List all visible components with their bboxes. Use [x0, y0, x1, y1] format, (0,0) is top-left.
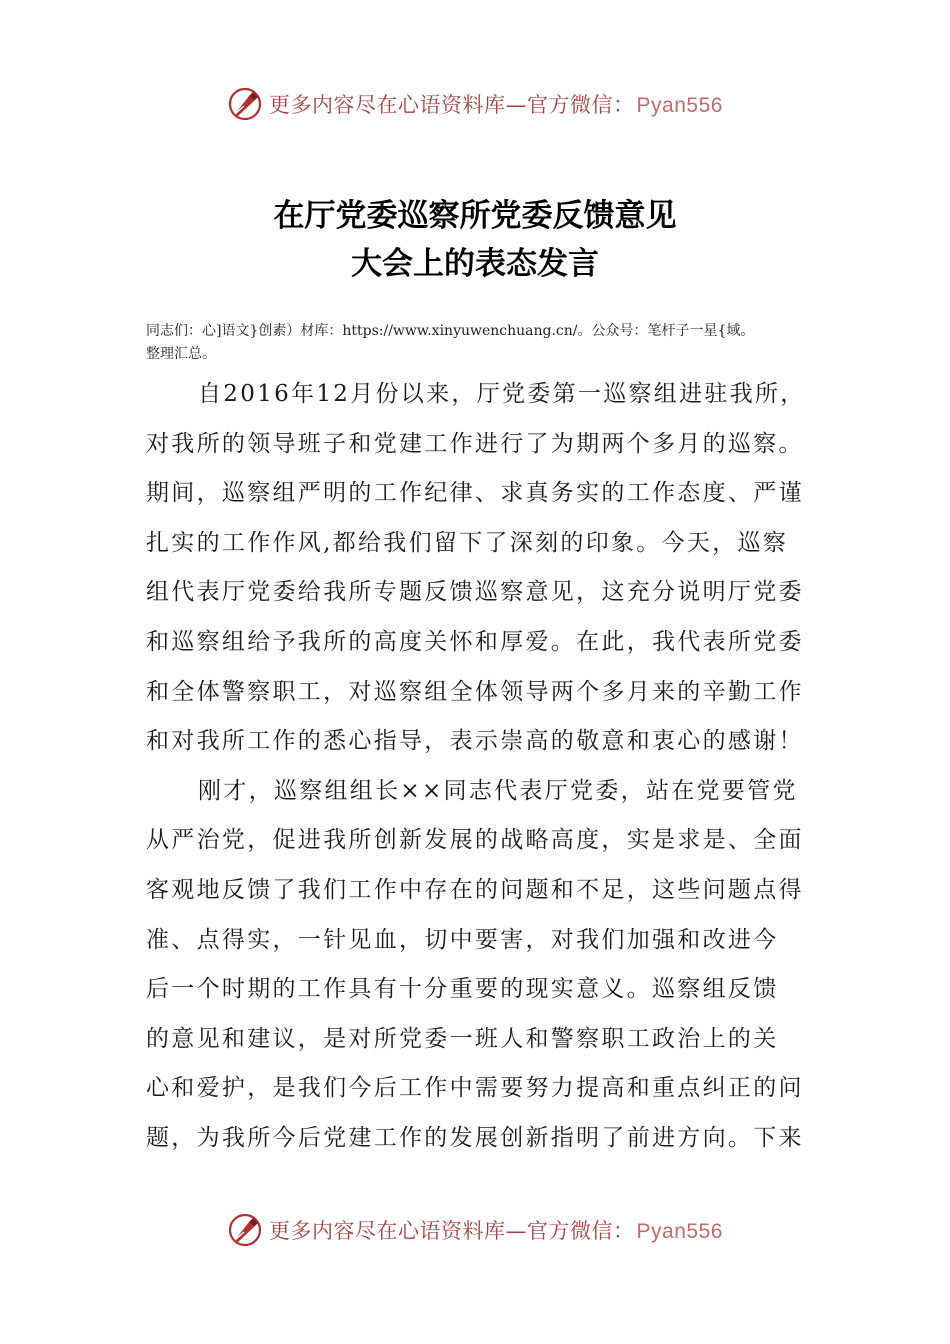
document-body [146, 370, 826, 1164]
title-line-2: 大会上的表态发言 [351, 246, 599, 282]
banner-text [269, 1215, 723, 1245]
source-note [146, 320, 826, 366]
body-line: 心和爱护，是我们今后工作中需要努力提高和重点纠正的问 [146, 1075, 804, 1102]
banner-slogan: 更多内容尽在心语资料库—官方微信： [269, 1219, 635, 1243]
body-line: 自2016年12月份以来，厅党委第一巡察组进驻我所， [198, 381, 806, 407]
body-line: 客观地反馈了我们工作中存在的问题和不足，这些问题点得 [146, 876, 804, 903]
body-line: 和巡察组给予我所的高度关怀和厚爱。在此，我代表所党委 [146, 628, 804, 655]
body-line: 题，为我所今后党建工作的发展创新指明了前进方向。下来 [146, 1124, 804, 1151]
body-line: 刚才，巡察组组长××同志代表厅党委，站在党要管党 [198, 777, 798, 804]
body-line: 从严治党，促进我所创新发展的战略高度，实是求是、全面 [146, 827, 804, 854]
body-line: 组代表厅党委给我所专题反馈巡察意见，这充分说明厅党委 [146, 579, 804, 606]
body-line: 对我所的领导班子和党建工作进行了为期两个多月的巡察。 [146, 430, 804, 457]
document-title [0, 192, 950, 288]
body-line: 和对我所工作的悉心指导，表示崇高的敬意和衷心的感谢！ [146, 728, 804, 755]
header-banner [0, 82, 950, 126]
footer-banner [0, 1208, 950, 1252]
pen-nib-logo-icon [227, 1212, 263, 1248]
body-line: 和全体警察职工，对巡察组全体领导两个多月来的辛勤工作 [146, 678, 804, 705]
wechat-handle: Pyan556 [636, 94, 723, 117]
source-note-line-1: 同志们：心]语文}创素）材库：https://www.xinyuwenchuang.cn/。公众号：笔杆子一星{域。 [146, 323, 755, 339]
wechat-handle: Pyan556 [636, 1220, 723, 1243]
title-line-1: 在厅党委巡察所党委反馈意见 [273, 198, 677, 234]
body-line: 的意见和建议，是对所党委一班人和警察职工政治上的关 [146, 1025, 779, 1052]
pen-nib-logo-icon [227, 86, 263, 122]
body-line: 扎实的工作作风,都给我们留下了深刻的印象。今天，巡察 [146, 529, 789, 556]
body-line: 准、点得实，一针见血，切中要害，对我们加强和改进今 [146, 926, 779, 953]
banner-text [269, 89, 723, 119]
source-note-line-2: 整理汇总。 [146, 346, 216, 362]
banner-slogan: 更多内容尽在心语资料库—官方微信： [269, 93, 635, 117]
body-line: 后一个时期的工作具有十分重要的现实意义。巡察组反馈 [146, 976, 779, 1003]
body-line: 期间，巡察组严明的工作纪律、求真务实的工作态度、严谨 [146, 480, 804, 507]
